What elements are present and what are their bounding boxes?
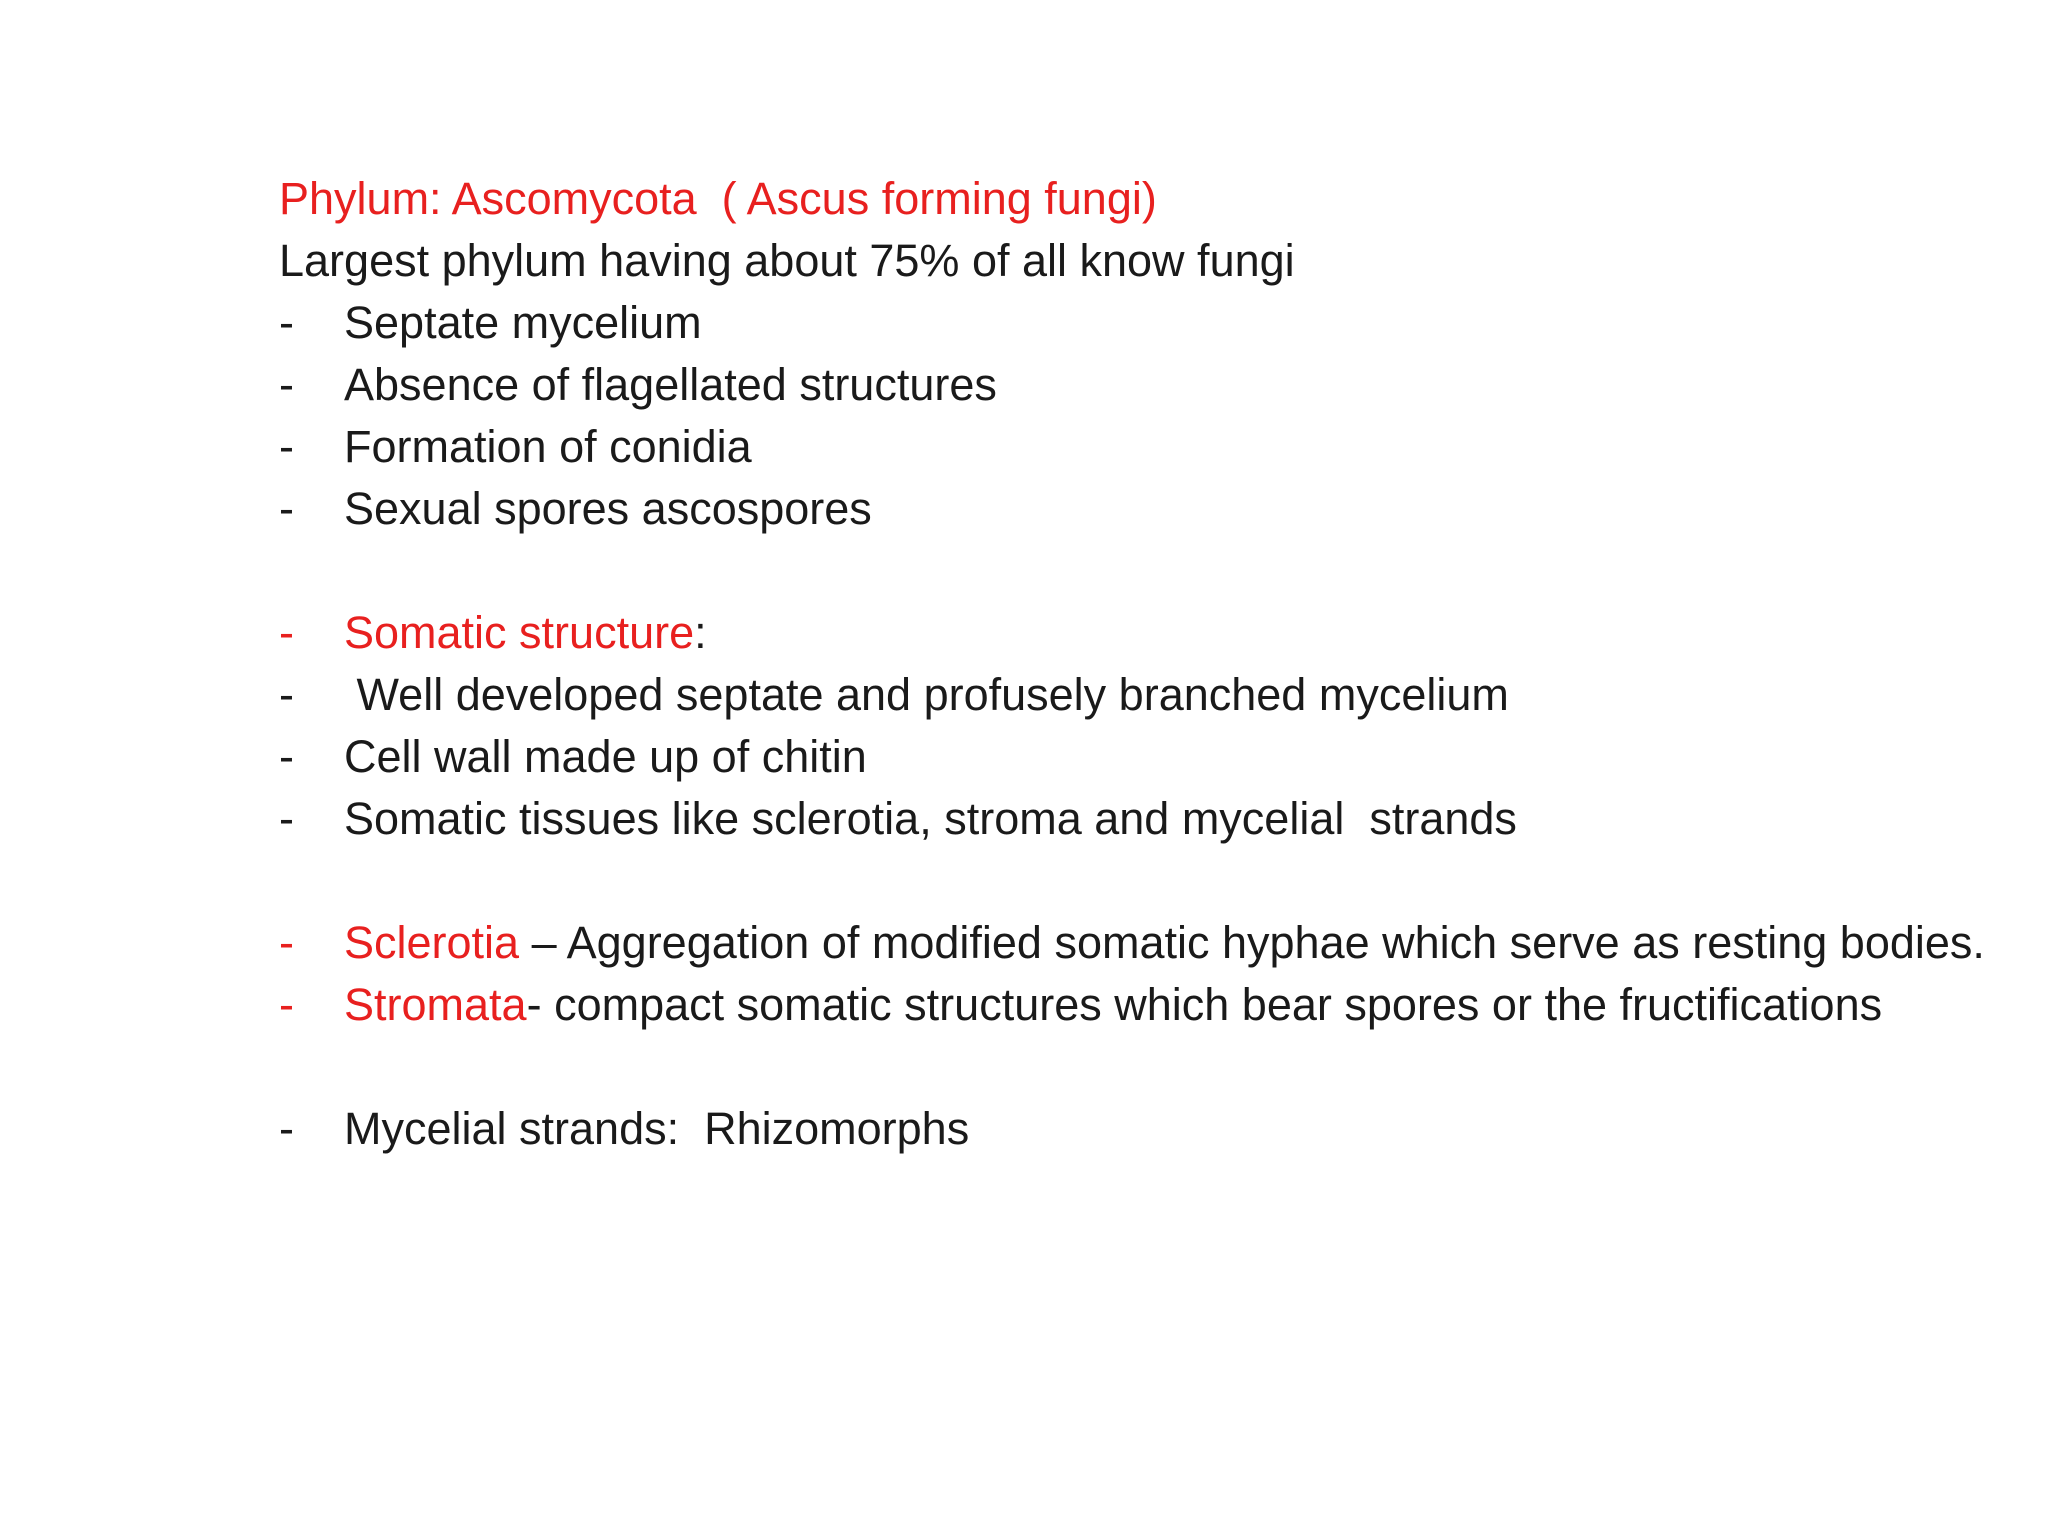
bullet-dash: - <box>279 793 294 844</box>
somatic-heading: Somatic structure <box>344 607 695 658</box>
spacer <box>279 1036 1999 1098</box>
slide-title: Phylum: Ascomycota ( Ascus forming fungi) <box>279 173 1157 224</box>
bullet-dash: - <box>279 917 294 968</box>
feature-text: Sexual spores ascospores <box>344 483 872 534</box>
bullet-dash: - <box>279 979 294 1030</box>
stromata-term: Stromata <box>344 979 527 1030</box>
sclerotia-item <box>279 912 1999 974</box>
feature-item <box>279 292 1999 354</box>
bullet-dash: - <box>279 1103 294 1154</box>
feature-text: Absence of flagellated structures <box>344 359 997 410</box>
feature-item <box>279 354 1999 416</box>
bullet-dash: - <box>279 483 294 534</box>
bullet-dash: - <box>279 731 294 782</box>
feature-text: Formation of conidia <box>344 421 752 472</box>
somatic-text: Somatic tissues like sclerotia, stroma and mycelial strands <box>344 793 1517 844</box>
bullet-dash: - <box>279 359 294 410</box>
bullet-dash: - <box>279 297 294 348</box>
slide-body <box>279 168 1999 1160</box>
somatic-item <box>279 726 1999 788</box>
feature-item <box>279 478 1999 540</box>
sclerotia-term: Sclerotia <box>344 917 520 968</box>
stromata-item <box>279 974 1999 1036</box>
sclerotia-definition: – Aggregation of modified somatic hyphae which serve as resting bodies. <box>519 917 1985 968</box>
bullet-dash: - <box>279 669 294 720</box>
bullet-dash: - <box>279 421 294 472</box>
bullet-dash: - <box>279 607 294 658</box>
slide-subtitle: Largest phylum having about 75% of all know fungi <box>279 235 1295 286</box>
mycelial-strands-item <box>279 1098 1999 1160</box>
somatic-heading-item <box>279 602 1999 664</box>
spacer <box>279 850 1999 912</box>
mycelial-strands-text: Mycelial strands: Rhizomorphs <box>344 1103 970 1154</box>
somatic-item <box>279 664 1999 726</box>
somatic-heading-colon: : <box>694 607 707 658</box>
stromata-definition: - compact somatic structures which bear spores or the fructifications <box>526 979 1883 1030</box>
spacer <box>279 540 1999 602</box>
somatic-item <box>279 788 1999 850</box>
feature-item <box>279 416 1999 478</box>
feature-text: Septate mycelium <box>344 297 702 348</box>
somatic-text: Well developed septate and profusely branched mycelium <box>344 669 1509 720</box>
somatic-text: Cell wall made up of chitin <box>344 731 867 782</box>
